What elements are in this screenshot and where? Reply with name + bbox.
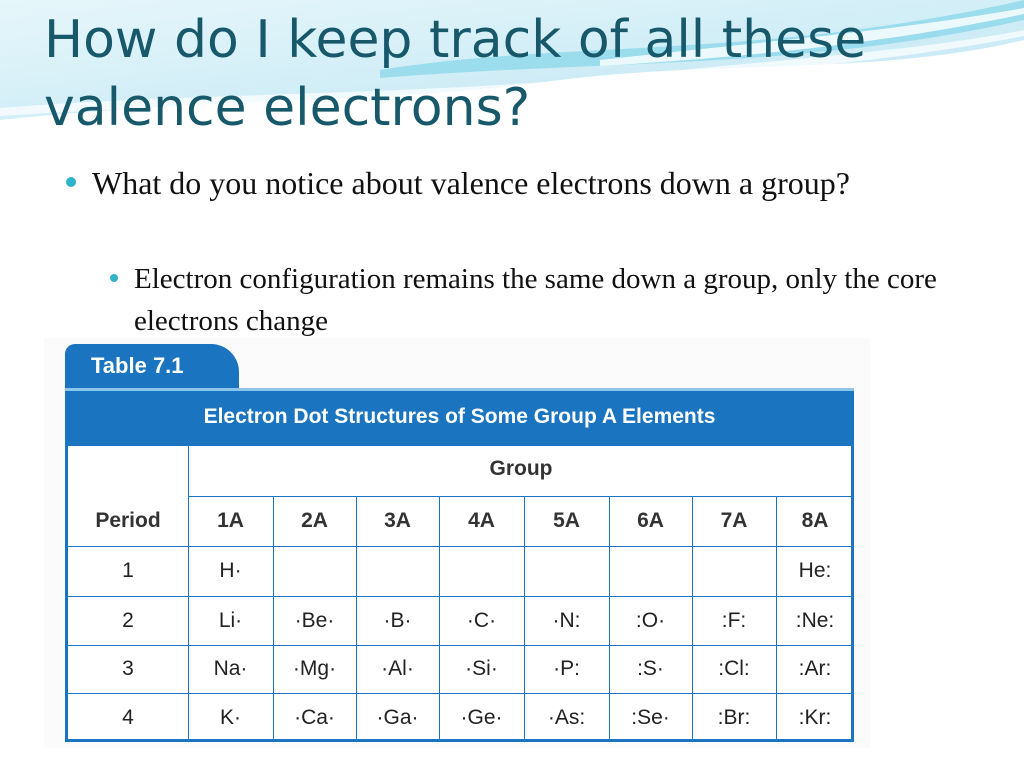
element-dot-cell: [692, 546, 776, 596]
element-dot-cell: [273, 546, 356, 596]
bullet-level-2: [106, 258, 986, 342]
period-cell: 4: [122, 706, 134, 729]
element-dot-cell: ·P:: [553, 657, 580, 680]
period-cell: 1: [122, 559, 134, 582]
element-dot-cell: :Kr:: [798, 706, 832, 729]
bullet-dot-icon: [110, 274, 118, 282]
element-dot-cell: He:: [798, 559, 832, 582]
table-figure: [44, 338, 870, 748]
element-dot-cell: ·C·: [466, 609, 497, 632]
bullet-dot-icon: [66, 177, 76, 187]
group-header: Group: [489, 457, 553, 480]
element-dot-cell: ·Ga·: [376, 706, 419, 729]
element-dot-cell: :O·: [635, 609, 666, 632]
group-header-5a: 5A: [553, 509, 580, 532]
element-dot-cell: ·Ge·: [460, 706, 503, 729]
element-dot-cell: ·Al·: [381, 657, 414, 680]
group-header-2a: 2A: [301, 509, 328, 532]
group-header-1a: 1A: [217, 509, 244, 532]
group-header-3a: 3A: [384, 509, 411, 532]
element-dot-cell: [524, 546, 609, 596]
element-dot-cell: ·Ca·: [294, 706, 335, 729]
element-dot-cell: :Se·: [631, 706, 670, 729]
element-dot-cell: :Ar:: [798, 657, 832, 680]
group-header-7a: 7A: [720, 509, 748, 532]
electron-dot-table: [65, 446, 854, 742]
element-dot-cell: :Br:: [717, 706, 751, 729]
element-dot-cell: K·: [220, 706, 241, 729]
element-dot-cell: :Cl:: [718, 657, 750, 680]
element-dot-cell: Li·: [218, 609, 243, 632]
element-dot-cell: [439, 546, 524, 596]
table-number-tab: Table 7.1: [65, 344, 239, 388]
period-cell: 2: [122, 609, 134, 632]
element-dot-cell: ·As:: [547, 706, 586, 729]
slide-title: How do I keep track of all these valence electrons?: [44, 10, 867, 138]
element-dot-cell: ·Be·: [294, 609, 335, 632]
table-title: Electron Dot Structures of Some Group A Elements: [65, 388, 854, 446]
element-dot-cell: :F:: [721, 609, 747, 632]
element-dot-cell: ·Si·: [465, 657, 498, 680]
element-dot-cell: ·Mg·: [292, 657, 337, 680]
element-dot-cell: ·B·: [383, 609, 412, 632]
element-dot-cell: Na·: [213, 657, 248, 680]
group-header-6a: 6A: [637, 509, 664, 532]
period-cell: 3: [122, 657, 134, 680]
element-dot-cell: ·N:: [552, 609, 581, 632]
bullet-level-1: [62, 163, 962, 203]
element-dot-cell: H·: [219, 559, 242, 582]
bullet-level-1-text: What do you notice about valence electrons down a group?: [92, 165, 850, 201]
element-dot-cell: :S·: [637, 657, 664, 680]
element-dot-cell: [356, 546, 439, 596]
group-header-8a: 8A: [801, 509, 829, 532]
bullet-level-2-text: Electron configuration remains the same down a group, only the core electrons change: [134, 263, 937, 337]
element-dot-cell: [609, 546, 692, 596]
period-header: Period: [95, 509, 161, 532]
group-header-4a: 4A: [468, 509, 495, 532]
element-dot-cell: :Ne:: [795, 609, 835, 632]
